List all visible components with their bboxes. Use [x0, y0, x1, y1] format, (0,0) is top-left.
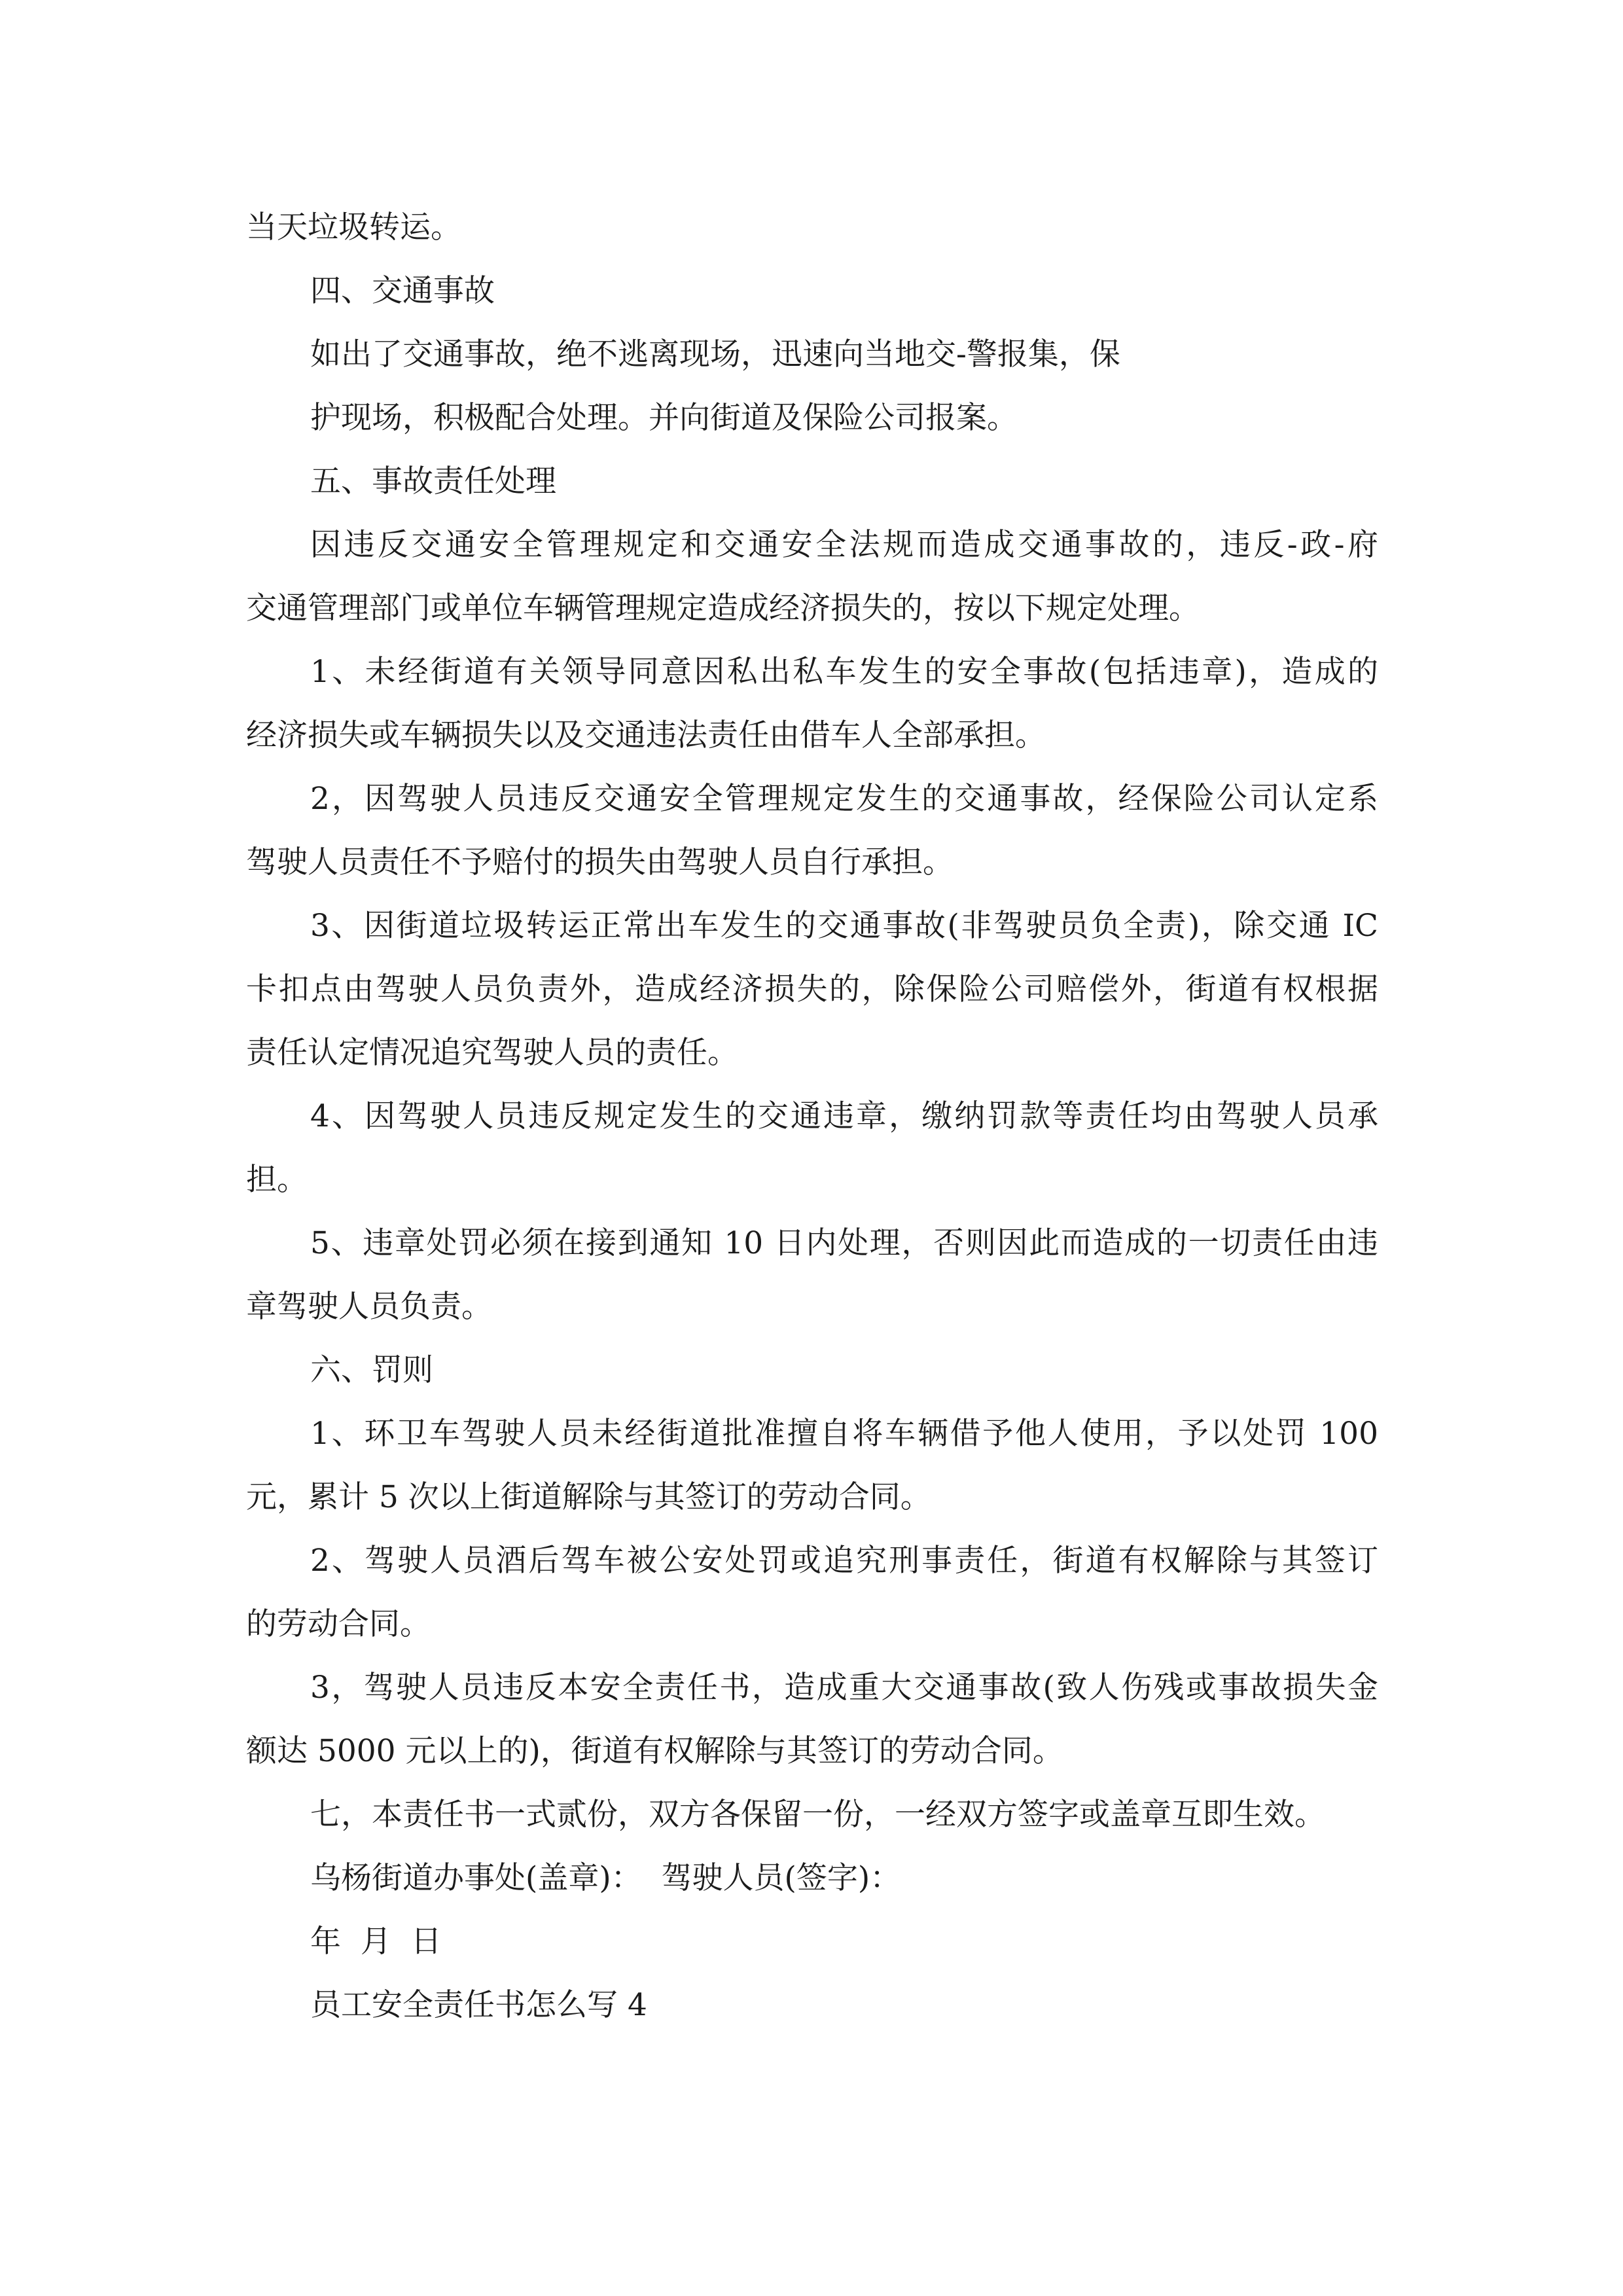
section-heading-4: 四、交通事故 [310, 273, 495, 309]
text-line: 驾驶人员责任不予赔付的损失由驾驶人员自行承担。 [246, 844, 954, 880]
signature-line: 乌杨街道办事处(盖章)： 驾驶人员(签字)： [310, 1860, 901, 1896]
text-line: 3、因街道垃圾转运正常出车发生的交通事故(非驾驶员负全责)，除交通 IC [310, 908, 1378, 944]
text-line: 4、因驾驶人员违反规定发生的交通违章，缴纳罚款等责任均由驾驶人员承 [310, 1098, 1378, 1134]
text-line: 如出了交通事故，绝不逃离现场，迅速向当地交-警报集，保 [310, 336, 1120, 372]
text-line: 章驾驶人员负责。 [246, 1289, 492, 1325]
text-line: 1、环卫车驾驶人员未经街道批准擅自将车辆借予他人使用，予以处罚 100 [310, 1416, 1378, 1452]
text-line: 责任认定情况追究驾驶人员的责任。 [246, 1035, 738, 1071]
text-line: 2，因驾驶人员违反交通安全管理规定发生的交通事故，经保险公司认定系 [310, 781, 1378, 817]
text-line: 七，本责任书一式贰份，双方各保留一份，一经双方签字或盖章互即生效。 [310, 1797, 1325, 1833]
text-line: 因违反交通安全管理规定和交通安全法规而造成交通事故的，违反-政-府 [310, 527, 1378, 563]
text-line: 担。 [246, 1162, 308, 1198]
next-section-title: 员工安全责任书怎么写 4 [310, 1987, 647, 2023]
text-line: 3，驾驶人员违反本安全责任书，造成重大交通事故(致人伤残或事故损失金 [310, 1670, 1378, 1706]
text-line: 卡扣点由驾驶人员负责外，造成经济损失的，除保险公司赔偿外，街道有权根据 [246, 971, 1378, 1007]
text-line: 元，累计 5 次以上街道解除与其签订的劳动合同。 [246, 1479, 931, 1515]
section-heading-5: 五、事故责任处理 [310, 463, 556, 499]
text-line: 护现场，积极配合处理。并向街道及保险公司报案。 [310, 400, 1018, 436]
section-heading-6: 六、罚则 [310, 1352, 433, 1388]
text-line: 1、未经街道有关领导同意因私出私车发生的安全事故(包括违章)，造成的 [310, 654, 1378, 690]
text-line: 的劳动合同。 [246, 1606, 431, 1642]
text-line: 交通管理部门或单位车辆管理规定造成经济损失的，按以下规定处理。 [246, 590, 1200, 626]
text-line: 经济损失或车辆损失以及交通违法责任由借车人全部承担。 [246, 717, 1046, 753]
text-line: 2、驾驶人员酒后驾车被公安处罚或追究刑事责任，街道有权解除与其签订 [310, 1543, 1378, 1579]
text-line: 当天垃圾转运。 [246, 209, 461, 245]
date-line: 年 月 日 [310, 1924, 442, 1960]
text-line: 5、违章处罚必须在接到通知 10 日内处理，否则因此而造成的一切责任由违 [310, 1225, 1378, 1261]
text-line: 额达 5000 元以上的)，街道有权解除与其签订的劳动合同。 [246, 1733, 1063, 1769]
